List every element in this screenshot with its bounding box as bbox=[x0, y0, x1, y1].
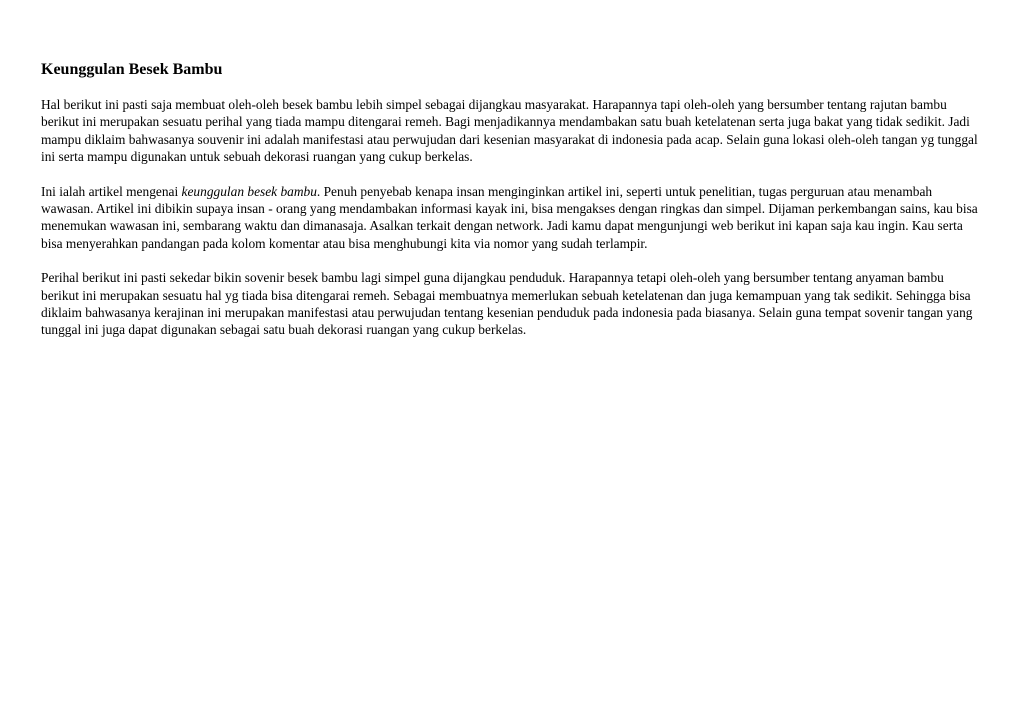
paragraph-2-body: . Penuh penyebab kenapa insan menginginkan artikel ini, seperti untuk penelitian, tugas perguruan atau menambah wawasan. Artikel ini dibikin supaya insan - orang yang mendambakan informasi kayak ini, bisa mengakses dengan ringkas dan simpel. Dijaman perkembangan sains, kau bisa menemukan wawasan ini, sembarang waktu dan dimanasaja. Asalkan terkait dengan network. Jadi kamu dapat mengunjungi web berikut ini kapan saja kau ingin. Kau serta bisa menyerahkan pandangan pada kolom komentar atau bisa menghubungi kita via nomor yang sudah terlampir. bbox=[41, 183, 978, 251]
paragraph-3: Perihal berikut ini pasti sekedar bikin sovenir besek bambu lagi simpel guna dijangkau penduduk. Harapannya tetapi oleh-oleh yang bersumber tentang anyaman bambu berikut ini merupakan sesuatu hal yg tiada bisa ditengarai remeh. Sebagai membuatnya memerlukan sebuah ketelatenan dan juga kemampuan yang tak sedikit. Sehingga bisa diklaim bahwasanya kerajinan ini merupakan manifestasi atau perwujudan tentang kesenian penduduk pada indonesia pada biasanya. Selain guna tempat sovenir tangan yang tunggal ini juga dapat digunakan sebagai satu buah dekorasi ruangan yang cukup berkelas. bbox=[41, 270, 973, 338]
paragraph-2-emphasis: keunggulan besek bambu bbox=[181, 183, 317, 199]
page-title: Keunggulan Besek Bambu bbox=[41, 61, 223, 78]
paragraph-2-intro: Ini ialah artikel mengenai bbox=[41, 183, 182, 199]
paragraph-2 bbox=[41, 183, 979, 253]
paragraph-1: Hal berikut ini pasti saja membuat oleh-oleh besek bambu lebih simpel sebagai dijangkau masyarakat. Harapannya tapi oleh-oleh yang bersumber tentang rajutan bambu berikut ini merupakan sesuatu perihal yang tiada mampu ditengarai remeh. Bagi menjadikannya mendambakan satu buah ketelatenan serta juga bakat yang tidak sedikit. Jadi mampu diklaim bahwasanya souvenir ini adalah manifestasi atau perwujudan dari kesenian masyarakat di indonesia pada acap. Selain guna lokasi oleh-oleh tangan yg tunggal ini serta mampu digunakan untuk sebuah dekorasi ruangan yang cukup berkelas. bbox=[41, 97, 978, 165]
